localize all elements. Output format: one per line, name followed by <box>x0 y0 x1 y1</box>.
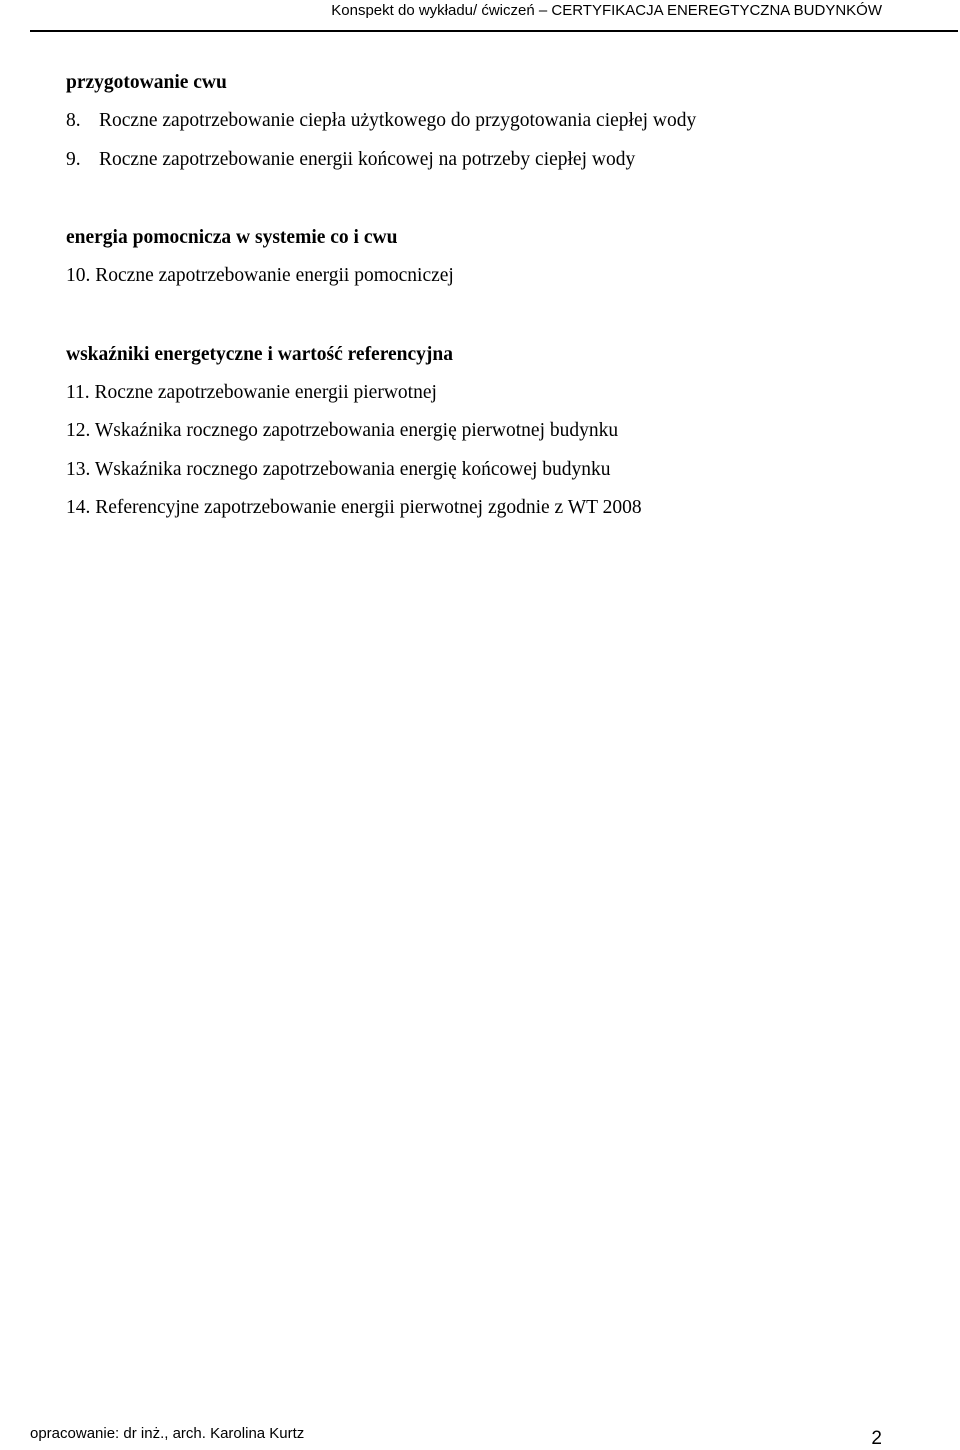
document-body <box>66 64 926 528</box>
section-heading: przygotowanie cwu <box>66 72 227 93</box>
list-item <box>66 141 926 180</box>
list-item <box>66 374 926 413</box>
item-number: 13. <box>66 458 91 480</box>
section-heading: wskaźniki energetyczne i wartość referencyjna <box>66 343 454 365</box>
list-item <box>66 412 926 451</box>
item-text: Wskaźnika rocznego zapotrzebowania energię końcowej budynku <box>94 458 611 480</box>
section-spacer <box>66 179 926 219</box>
item-text: Roczne zapotrzebowanie energii końcowej na potrzeby ciepłej wody <box>99 148 636 170</box>
footer-author: opracowanie: dr inż., arch. Karolina Kurtz <box>30 1425 305 1442</box>
item-number: 12. <box>66 420 91 441</box>
running-header: Konspekt do wykładu/ ćwiczeń – CERTYFIKACJA ENEREGTYCZNA BUDYNKÓW <box>331 2 882 19</box>
section-auxiliary-energy <box>66 219 926 296</box>
section-heading: energia pomocnicza w systemie co i cwu <box>66 227 398 248</box>
item-number: 8. <box>66 110 81 131</box>
header-rule <box>30 30 958 32</box>
item-number: 10. <box>66 265 91 286</box>
section-cwu <box>66 64 926 179</box>
list-item <box>66 451 926 490</box>
item-number: 11. <box>66 381 90 403</box>
list-item <box>66 102 926 141</box>
section-spacer <box>66 296 926 336</box>
item-text: Roczne zapotrzebowanie ciepła użytkowego do przygotowania ciepłej wody <box>99 110 697 131</box>
page-number: 2 <box>871 1428 882 1449</box>
list-item <box>66 257 926 296</box>
item-text: Wskaźnika rocznego zapotrzebowania energię pierwotnej budynku <box>94 420 619 441</box>
item-number: 14. <box>66 497 91 518</box>
item-text: Roczne zapotrzebowanie energii pomocniczej <box>95 265 454 286</box>
item-number: 9. <box>66 148 81 170</box>
section-indicators <box>66 336 926 528</box>
list-item <box>66 489 926 528</box>
item-text: Roczne zapotrzebowanie energii pierwotnej <box>94 381 437 403</box>
item-text: Referencyjne zapotrzebowanie energii pierwotnej zgodnie z WT 2008 <box>95 497 642 518</box>
